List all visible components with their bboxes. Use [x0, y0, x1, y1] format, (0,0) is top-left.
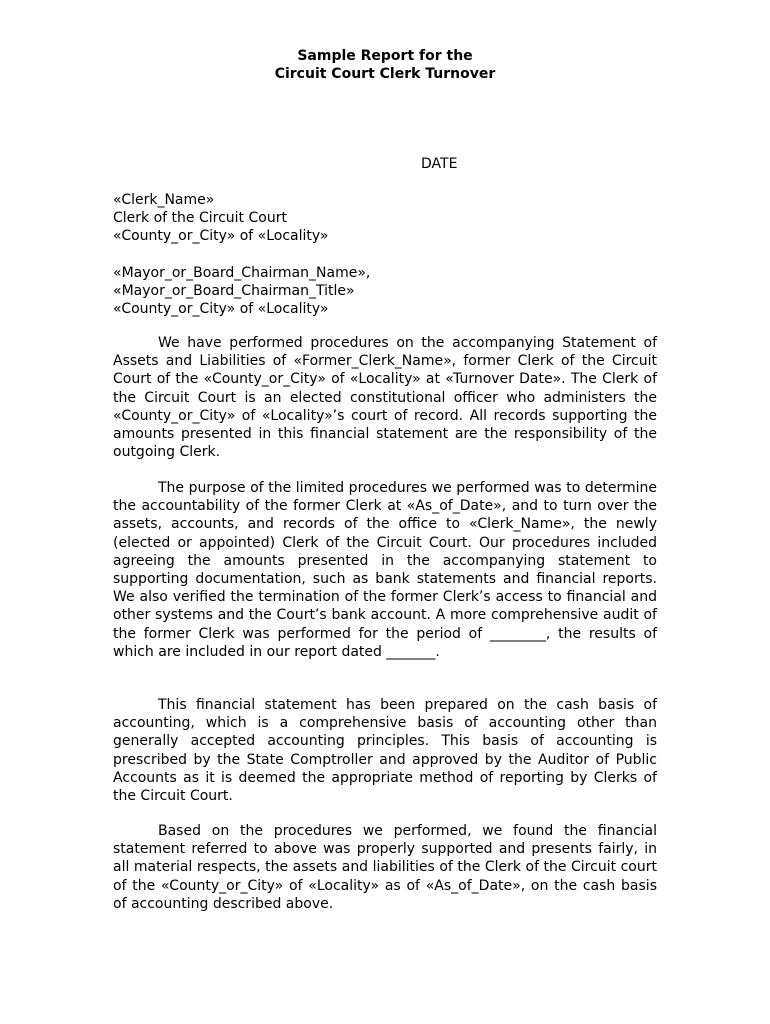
paragraph-cash-basis: This financial statement has been prepared on the cash basis of accounting, which is a comprehensive basis of accounting other than generally accepted accounting principles. This basis of accounting is prescribed by the State Comptroller and approved by the Auditor of Public Accounts as it is deemed the appropriate method of reporting by Clerks of the Circuit Court.	[113, 697, 657, 805]
mayor-title: «Mayor_or_Board_Chairman_Title»	[113, 283, 355, 299]
mayor-address-block	[113, 264, 658, 318]
mayor-locality: «County_or_City» of «Locality»	[113, 301, 329, 317]
clerk-name: «Clerk_Name»	[113, 192, 215, 208]
report-title-line-2: Circuit Court Clerk Turnover	[274, 66, 496, 82]
paragraph-procedures: We have performed procedures on the accompanying Statement of Assets and Liabilities of «Former_Clerk_Name», former Clerk of the Circuit Court of the «County_or_City» of «Locality» at «Turnover Date». The Clerk of the Circuit Court is an elected constitutional officer who administers the «County_or_City» of «Locality»’s court of record. All records supporting the amounts presented in this financial statement are the responsibility of the outgoing Clerk.	[113, 335, 657, 461]
report-title-line-1: Sample Report for the	[297, 48, 473, 64]
date-placeholder: DATE	[421, 156, 458, 172]
paragraph-conclusion: Based on the procedures we performed, we found the financial statement referred to above was properly supported and presents fairly, in all material respects, the assets and liabilities of the Clerk of the Circuit court of the «County_or_City» of «Locality» as of «As_of_Date», on the cash basis of accounting described above.	[113, 823, 657, 912]
clerk-locality: «County_or_City» of «Locality»	[113, 228, 329, 244]
mayor-name: «Mayor_or_Board_Chairman_Name»,	[113, 265, 371, 281]
clerk-address-block	[113, 191, 658, 245]
paragraph-purpose: The purpose of the limited procedures we performed was to determine the accountability of the former Clerk at «As_of_Date», and to turn over the assets, accounts, and records of the office to «Clerk_Name», the newly (elected or appointed) Clerk of the Circuit Court. Our procedures included agreeing the amounts presented in the accompanying statement to supporting documentation, such as bank statements and financial reports. We also verified the termination of the former Clerk’s access to financial and other systems and the Court’s bank account. A more comprehensive audit of the former Clerk was performed for the period of ________, the results of which are included in our report dated _______.	[113, 480, 657, 660]
clerk-title: Clerk of the Circuit Court	[113, 210, 287, 226]
